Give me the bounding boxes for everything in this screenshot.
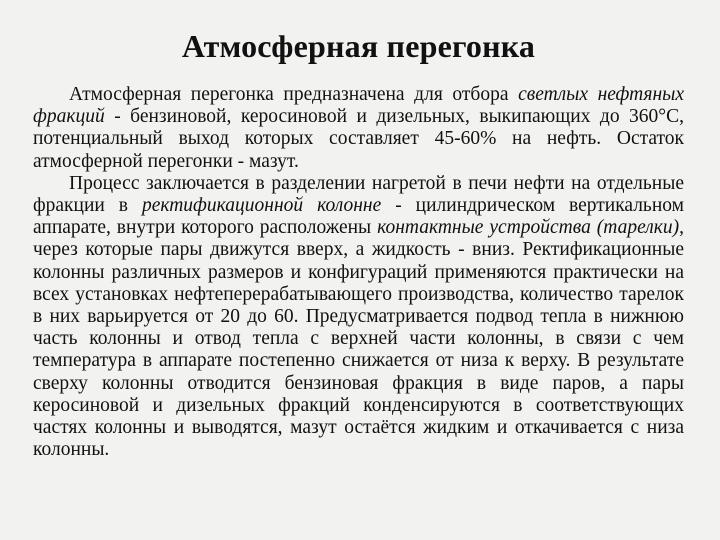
- slide-body: [33, 84, 684, 461]
- paragraph-2-text: , через которые пары движутся вверх, а жидкость - вниз. Ректификационные колонны различных размеров и конфигураций применяются практически на всех установках нефтеперерабатывающего производства, количество тарелок в них варьируется от 20 до 60. Предусматривается подвод тепла в нижнюю часть колонны и отвод тепла с верхней части колонны, в связи с чем температура в аппарате постепенно снижается от низа к верху. В результате сверху колонны отводится бензиновая фракция в виде паров, а пары керосиновой и дизельных фракций конденсируются в соответствующих частях колонны и выводятся, мазут остаётся жидким и откачивается с низа колонны.: [33, 217, 684, 461]
- paragraph-2-text: Процесс заключается в разделении нагретой в печи нефти на отдельные фракции в: [33, 172, 684, 217]
- emphasis-light-fractions: светлых нефтяных фракций: [33, 84, 684, 128]
- paragraph-1-text: Атмосферная перегонка предназначена для отбора: [69, 84, 519, 105]
- paragraph-1-text: - бензиновой, керосиновой и дизельных, выкипающих до 360°С, потенциальный выход которых составляет 45-60% на нефть. Остаток атмосферной перегонки - мазут.: [33, 106, 684, 172]
- emphasis-contact-devices: контактные устройства (тарелки): [377, 217, 680, 239]
- paragraph-2: [33, 173, 684, 462]
- paragraph-1: [33, 84, 684, 173]
- slide-title: Атмосферная перегонка: [181, 28, 536, 64]
- paragraph-2-text: - цилиндрическом вертикальном аппарате, внутри которого расположены: [33, 195, 684, 239]
- emphasis-rectification-column: ректификационной колонне: [141, 195, 382, 217]
